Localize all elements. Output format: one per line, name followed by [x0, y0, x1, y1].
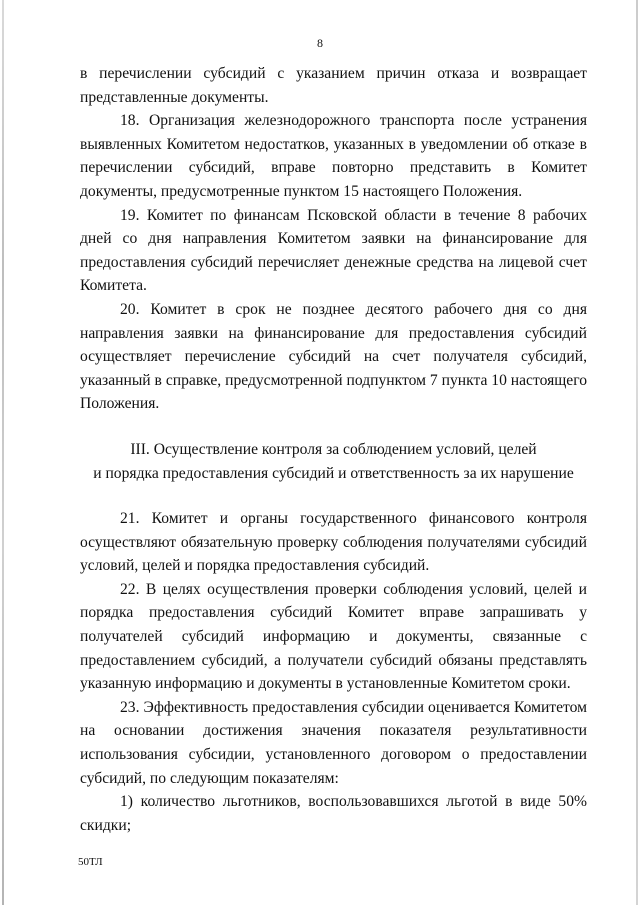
- scan-edge-left: [2, 0, 4, 905]
- page-number: 8: [317, 36, 323, 50]
- paragraph-continuation: в перечислении субсидий с указанием причин отказа и возвращает представленные документы.: [80, 65, 587, 106]
- paragraph-22: 22. В целях осуществления проверки соблюдения условий, целей и порядка предоставления субсидий Комитет вправе запрашивать у получателей субсидий информацию и документы, связанные с предоставлением субсидий, а получатели субсидий обязаны представлять указанную информацию и документы в установленные Комитетом сроки.: [80, 580, 587, 693]
- section-heading-line-1: III. Осуществление контроля за соблюдением условий, целей: [130, 440, 537, 458]
- section-heading: [80, 438, 587, 485]
- footer-document-code: 50ТЛ: [78, 856, 103, 868]
- paragraph-23-item-1: 1) количество льготников, воспользовавшихся льготой в виде 50% скидки;: [80, 793, 587, 834]
- scan-edge-right: [636, 0, 638, 905]
- paragraph-23: 23. Эффективность предоставления субсидии оценивается Комитетом на основании достижения значения показателя результативности использования субсидии, установленного договором о предоставлении субсидий, по следующим показателям:: [80, 698, 587, 787]
- document-body: [80, 62, 587, 837]
- paragraph-21: 21. Комитет и органы государственного финансового контроля осуществляют обязательную проверку соблюдения получателями субсидий условий, целей и порядка предоставления субсидий.: [80, 510, 587, 575]
- paragraph-20: 20. Комитет в срок не позднее десятого рабочего дня со дня направления заявки на финансирование для предоставления субсидий осуществляет перечисление субсидий на счет получателя субсидий, указанный в справке, предусмотренной подпунктом 7 пункта 10 настоящего Положения.: [80, 300, 587, 413]
- paragraph-19: 19. Комитет по финансам Псковской области в течение 8 рабочих дней со дня направления Комитетом заявки на финансирование для предоставления субсидий перечисляет денежные средства на лицевой счет Комитета.: [80, 206, 587, 295]
- paragraph-18: 18. Организация железнодорожного транспорта после устранения выявленных Комитетом недостатков, указанных в уведомлении об отказе в перечислении субсидий, вправе повторно представить в Комитет документы, предусмотренные пунктом 15 настоящего Положения.: [80, 112, 587, 200]
- section-heading-line-2: и порядка предоставления субсидий и ответственность за их нарушение: [93, 464, 574, 482]
